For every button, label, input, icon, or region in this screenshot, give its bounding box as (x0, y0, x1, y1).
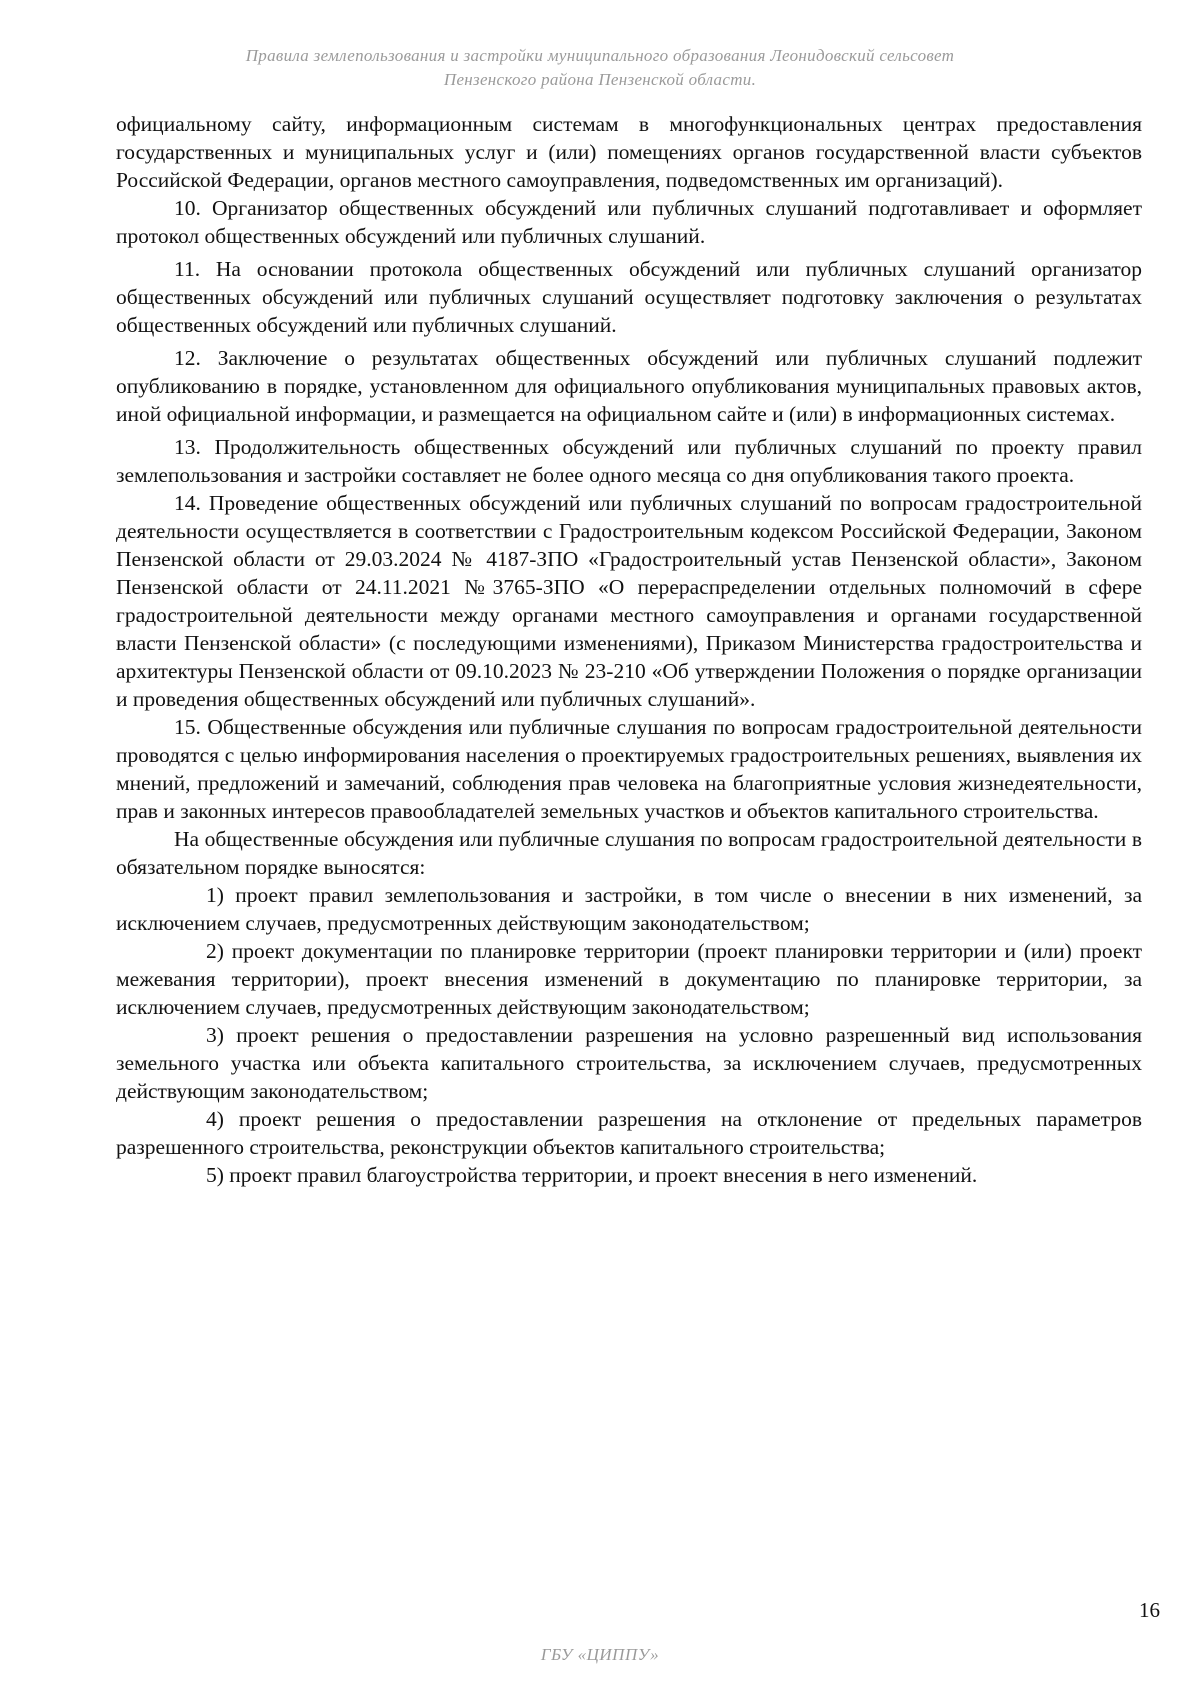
list-item-1: 1) проект правил землепользования и застройки, в том числе о внесении в них изменений, за исключением случаев, предусмотренных действующим законодательством; (116, 883, 1142, 935)
list-item-4: 4) проект решения о предоставлении разрешения на отклонение от предельных параметров разрешенного строительства, реконструкции объектов капитального строительства; (116, 1107, 1142, 1159)
running-footer: ГБУ «ЦИППУ» (540, 1645, 660, 1664)
paragraph-11: 11. На основании протокола общественных обсуждений или публичных слушаний организатор общественных обсуждений или публичных слушаний осуществляет подготовку заключения о результатах общественных обсуждений или публичных слушаний. (116, 257, 1142, 337)
page-number: 16 (1139, 1598, 1160, 1622)
list-item-3: 3) проект решения о предоставлении разрешения на условно разрешенный вид использования земельного участка или объекта капитального строительства, за исключением случаев, предусмотренных действующим законодательством; (116, 1023, 1142, 1103)
paragraph-14: 14. Проведение общественных обсуждений или публичных слушаний по вопросам градостроительной деятельности осуществляется в соответствии с Градостроительным кодексом Российской Федерации, Законом Пензенской области от 29.03.2024 № 4187-ЗПО «Градостроительный устав Пензенской области», Законом Пензенской области от 24.11.2021 №3765-ЗПО «О перераспределении отдельных полномочий в сфере градостроительной деятельности между органами местного самоуправления и органами государственной власти Пензенской области» (с последующими изменениями), Приказом Министерства градостроительства и архитектуры Пензенской области от 09.10.2023 № 23-210 «Об утверждении Положения о порядке организации и проведения общественных обсуждений или публичных слушаний». (116, 491, 1142, 711)
document-body (116, 110, 1142, 1189)
running-header (0, 44, 1200, 92)
paragraph-12: 12. Заключение о результатах общественных обсуждений или публичных слушаний подлежит опубликованию в порядке, установленном для официального опубликования муниципальных правовых актов, иной официальной информации, и размещается на официальном сайте и (или) в информационных системах. (116, 346, 1142, 426)
paragraph-10: 10. Организатор общественных обсуждений или публичных слушаний подготавливает и оформляет протокол общественных обсуждений или публичных слушаний. (116, 196, 1142, 248)
header-line-2: Пензенского района Пензенской области. (443, 70, 757, 89)
paragraph-15: 15. Общественные обсуждения или публичные слушания по вопросам градостроительной деятельности проводятся с целью информирования населения о проектируемых градостроительных решениях, выявления их мнений, предложений и замечаний, соблюдения прав человека на благоприятные условия жизнедеятельности, прав и законных интересов правообладателей земельных участков и объектов капитального строительства. (116, 715, 1142, 823)
paragraph-13: 13. Продолжительность общественных обсуждений или публичных слушаний по проекту правил землепользования и застройки составляет не более одного месяца со дня опубликования такого проекта. (116, 435, 1142, 487)
paragraph-continuation: официальному сайту, информационным системам в многофункциональных центрах предоставления государственных и муниципальных услуг и (или) помещениях органов государственной власти субъектов Российской Федерации, органов местного самоуправления, подведомственных им организаций). (116, 112, 1142, 192)
header-line-1: Правила землепользования и застройки муниципального образования Леонидовский сельсовет (245, 46, 955, 65)
list-item-2: 2) проект документации по планировке территории (проект планировки территории и (или) проект межевания территории), проект внесения изменений в документацию по планировке территории, за исключением случаев, предусмотренных действующим законодательством; (116, 939, 1142, 1019)
paragraph-list-intro: На общественные обсуждения или публичные слушания по вопросам градостроительной деятельности в обязательном порядке выносятся: (116, 827, 1142, 879)
list-item-5: 5) проект правил благоустройства территории, и проект внесения в него изменений. (206, 1163, 978, 1187)
